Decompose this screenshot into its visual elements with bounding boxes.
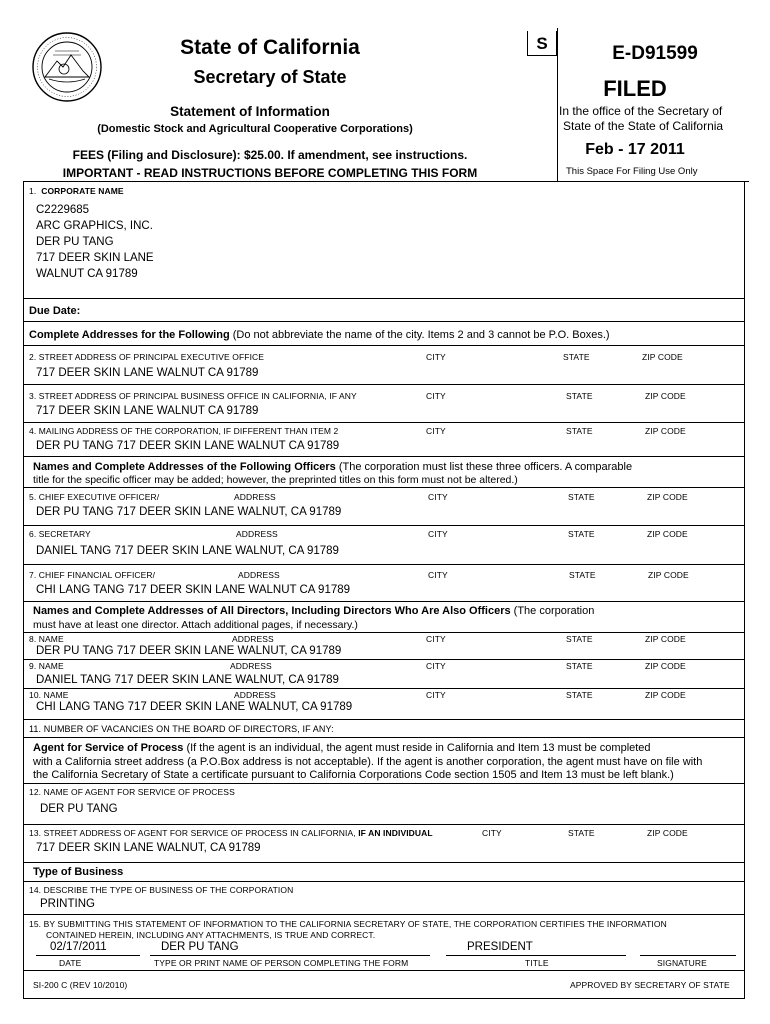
important-line: IMPORTANT - READ INSTRUCTIONS BEFORE COMPLETING THIS FORM <box>62 166 478 180</box>
corp-line-2: ARC GRAPHICS, INC. <box>36 220 153 232</box>
rule-footer-top <box>23 970 744 971</box>
item2-label: 2. STREET ADDRESS OF PRINCIPAL EXECUTIVE OFFICE <box>29 352 265 362</box>
item10-city-label: CITY <box>426 690 446 700</box>
item1-label <box>29 186 124 196</box>
item6-address-label: ADDRESS <box>236 529 278 539</box>
item10-address-label: ADDRESS <box>234 690 276 700</box>
item7-state-label: STATE <box>569 570 596 580</box>
form-top-border <box>23 181 749 182</box>
signing-date-value[interactable]: 02/17/2011 <box>50 941 107 953</box>
item7-zip-label: ZIP CODE <box>648 570 689 580</box>
item4-state-label: STATE <box>566 426 593 436</box>
rule-agent-1 <box>23 783 744 784</box>
item3-value[interactable]: 717 DEER SKIN LANE WALNUT CA 91789 <box>36 405 259 417</box>
filed-office-line2: State of the State of California <box>563 119 724 133</box>
certify-line1: 15. BY SUBMITTING THIS STATEMENT OF INFORMATION TO THE CALIFORNIA SECRETARY OF STATE, THE CORPORATION CERTIFIES THE INFORMATION <box>29 919 667 929</box>
item7-label: 7. CHIEF FINANCIAL OFFICER/ <box>29 570 156 580</box>
item3-zip-label: ZIP CODE <box>645 391 686 401</box>
directors-title-bold: Names and Complete Addresses of All Directors, Including Directors Who Are Also Officers <box>33 605 511 617</box>
item5-address-label: ADDRESS <box>234 492 276 502</box>
item4-city-label: CITY <box>426 426 446 436</box>
addresses-title-rest: (Do not abbreviate the name of the city. Items 2 and 3 cannot be P.O. Boxes.) <box>229 329 610 341</box>
rule-off-3 <box>23 564 744 565</box>
item12-value[interactable]: DER PU TANG <box>40 803 118 815</box>
item3-city-label: CITY <box>426 391 446 401</box>
business-title: Type of Business <box>33 866 124 878</box>
item8-state-label: STATE <box>566 634 593 644</box>
item9-value[interactable]: DANIEL TANG 717 DEER SKIN LANE WALNUT, CA 91789 <box>36 674 339 686</box>
form-right-border <box>744 181 745 999</box>
item9-state-label: STATE <box>566 661 593 671</box>
item10-zip-label: ZIP CODE <box>645 690 686 700</box>
item2-zip-label: ZIP CODE <box>642 352 683 362</box>
rule-directors-top <box>23 601 744 602</box>
file-number: E-D91599 <box>612 43 698 64</box>
directors-title-rest: (The corporation <box>510 605 595 617</box>
office-title: Secretary of State <box>193 67 347 87</box>
certify-line2: CONTAINED HEREIN, INCLUDING ANY ATTACHMENTS, IS TRUE AND CORRECT. <box>46 930 376 940</box>
item5-value[interactable]: DER PU TANG 717 DEER SKIN LANE WALNUT, CA 91789 <box>36 506 342 518</box>
item6-value[interactable]: DANIEL TANG 717 DEER SKIN LANE WALNUT, CA 91789 <box>36 545 339 557</box>
item14-label: 14. DESCRIBE THE TYPE OF BUSINESS OF THE CORPORATION <box>29 885 294 895</box>
name-underline <box>150 955 430 956</box>
form-left-border <box>23 181 24 999</box>
addresses-title <box>29 329 610 341</box>
directors-title-line2: must have at least one director. Attach additional pages, if necessary.) <box>33 619 358 631</box>
agent-title-rest: (If the agent is an individual, the agent must reside in California and Item 13 must be completed <box>183 742 651 754</box>
fees-line: FEES (Filing and Disclosure): $25.00. If amendment, see instructions. <box>72 148 468 162</box>
item10-value[interactable]: CHI LANG TANG 717 DEER SKIN LANE WALNUT, CA 91789 <box>36 701 353 713</box>
form-id: SI-200 C (REV 10/2010) <box>33 980 128 990</box>
rule-addr-1 <box>23 345 744 346</box>
item5-zip-label: ZIP CODE <box>647 492 688 502</box>
signature-label: SIGNATURE <box>657 958 707 968</box>
agent-line3: the California Secretary of State a certificate pursuant to California Corporations Code section 1505 and Item 13 must be left blank.) <box>33 769 674 781</box>
item4-value[interactable]: DER PU TANG 717 DEER SKIN LANE WALNUT CA 91789 <box>36 440 340 452</box>
item8-zip-label: ZIP CODE <box>645 634 686 644</box>
item13-label <box>29 828 433 838</box>
s-box <box>527 31 557 56</box>
item7-value[interactable]: CHI LANG TANG 717 DEER SKIN LANE WALNUT CA 91789 <box>36 584 351 596</box>
item5-state-label: STATE <box>568 492 595 502</box>
title-label: TITLE <box>525 958 549 968</box>
item12-label: 12. NAME OF AGENT FOR SERVICE OF PROCESS <box>29 787 235 797</box>
statement-title: Statement of Information <box>170 104 330 119</box>
item2-state-label: STATE <box>563 352 590 362</box>
corporate-name-block[interactable] <box>36 202 154 282</box>
title-underline <box>446 955 626 956</box>
item5-label: 5. CHIEF EXECUTIVE OFFICER/ <box>29 492 160 502</box>
item1-number: 1. <box>29 186 37 196</box>
signature-field[interactable] <box>640 938 736 955</box>
item6-zip-label: ZIP CODE <box>647 529 688 539</box>
divider-filing <box>557 28 558 182</box>
item8-value[interactable]: DER PU TANG 717 DEER SKIN LANE WALNUT, CA 91789 <box>36 645 342 657</box>
item13-state-label: STATE <box>568 828 595 838</box>
item10-label: 10. NAME <box>29 690 69 700</box>
addresses-title-bold: Complete Addresses for the Following <box>29 329 230 341</box>
item9-address-label: ADDRESS <box>230 661 272 671</box>
rule-due-top <box>23 298 744 299</box>
rule-dir-4 <box>23 719 744 720</box>
rule-business-top <box>23 862 744 863</box>
corp-line-4: 717 DEER SKIN LANE <box>36 252 154 264</box>
rule-certify-top <box>23 914 744 915</box>
item3-state-label: STATE <box>566 391 593 401</box>
rule-dir-1 <box>23 632 744 633</box>
rule-addr-2 <box>23 384 744 385</box>
agent-title <box>33 742 651 754</box>
item4-label: 4. MAILING ADDRESS OF THE CORPORATION, IF DIFFERENT THAN ITEM 2 <box>29 426 339 436</box>
item5-city-label: CITY <box>428 492 448 502</box>
state-seal <box>31 31 103 103</box>
agent-title-bold: Agent for Service of Process <box>33 742 184 754</box>
item9-label: 9. NAME <box>29 661 64 671</box>
item11-label: 11. NUMBER OF VACANCIES ON THE BOARD OF DIRECTORS, IF ANY: <box>29 724 334 734</box>
s-box-letter: S <box>536 34 548 53</box>
item2-city-label: CITY <box>426 352 446 362</box>
item8-address-label: ADDRESS <box>232 634 274 644</box>
item6-city-label: CITY <box>428 529 448 539</box>
rule-addr-3 <box>23 422 744 423</box>
item9-zip-label: ZIP CODE <box>645 661 686 671</box>
officers-title <box>33 461 632 473</box>
due-date-label: Due Date: <box>29 305 81 317</box>
item13-value[interactable]: 717 DEER SKIN LANE WALNUT, CA 91789 <box>36 842 261 854</box>
corp-line-5: WALNUT CA 91789 <box>36 268 138 280</box>
rule-agent-top <box>23 737 744 738</box>
filed-date: Feb - 17 2011 <box>585 141 685 158</box>
item3-label: 3. STREET ADDRESS OF PRINCIPAL BUSINESS OFFICE IN CALIFORNIA, IF ANY <box>29 391 357 401</box>
filed-office-line1: In the office of the Secretary of <box>559 104 723 118</box>
rule-officers-top <box>23 456 744 457</box>
officers-title-rest: (The corporation must list these three officers. A comparable <box>335 461 633 473</box>
form-bottom-border <box>23 998 744 999</box>
item7-address-label: ADDRESS <box>238 570 280 580</box>
filed-stamp: FILED <box>603 76 667 101</box>
corp-line-1: C2229685 <box>36 204 90 216</box>
item13-zip-label: ZIP CODE <box>647 828 688 838</box>
officers-title-bold: Names and Complete Addresses of the Following Officers <box>33 461 336 473</box>
rule-agent-2 <box>23 824 744 825</box>
item9-city-label: CITY <box>426 661 446 671</box>
item1-label-text: CORPORATE NAME <box>41 186 124 196</box>
signature-underline <box>640 955 736 956</box>
item7-city-label: CITY <box>428 570 448 580</box>
statement-subtitle: (Domestic Stock and Agricultural Cooperative Corporations) <box>97 123 413 135</box>
item10-state-label: STATE <box>566 690 593 700</box>
approved-by: APPROVED BY SECRETARY OF STATE <box>570 980 730 990</box>
rule-off-2 <box>23 525 744 526</box>
rule-dir-2 <box>23 659 744 660</box>
item13-label-text: 13. STREET ADDRESS OF AGENT FOR SERVICE OF PROCESS IN CALIFORNIA, <box>29 828 359 838</box>
rule-off-1 <box>23 487 744 488</box>
item6-state-label: STATE <box>568 529 595 539</box>
rule-dir-3 <box>23 688 744 689</box>
item14-value[interactable]: PRINTING <box>40 898 95 910</box>
item6-label: 6. SECRETARY <box>29 529 91 539</box>
item4-zip-label: ZIP CODE <box>645 426 686 436</box>
rule-due-bottom <box>23 321 744 322</box>
officers-title-line2: title for the specific officer may be added; however, the preprinted titles on this form must not be altered.) <box>33 474 518 486</box>
name-label: TYPE OR PRINT NAME OF PERSON COMPLETING THE FORM <box>154 958 409 968</box>
item13-city-label: CITY <box>482 828 502 838</box>
corp-line-3: DER PU TANG <box>36 236 114 248</box>
signer-title-value[interactable]: PRESIDENT <box>467 941 533 953</box>
filing-use-note: This Space For Filing Use Only <box>566 166 698 177</box>
item8-city-label: CITY <box>426 634 446 644</box>
item2-value[interactable]: 717 DEER SKIN LANE WALNUT CA 91789 <box>36 367 259 379</box>
item8-label: 8. NAME <box>29 634 64 644</box>
date-label: DATE <box>59 958 82 968</box>
date-underline <box>36 955 140 956</box>
signer-name-value[interactable]: DER PU TANG <box>161 941 239 953</box>
state-title: State of California <box>180 36 360 59</box>
agent-line2: with a California street address (a P.O.Box address is not acceptable). If the agent is another corporation, the agent must have on file with <box>33 756 703 768</box>
directors-title <box>33 605 594 617</box>
item13-label-bold: IF AN INDIVIDUAL <box>358 828 433 838</box>
rule-business-1 <box>23 881 744 882</box>
